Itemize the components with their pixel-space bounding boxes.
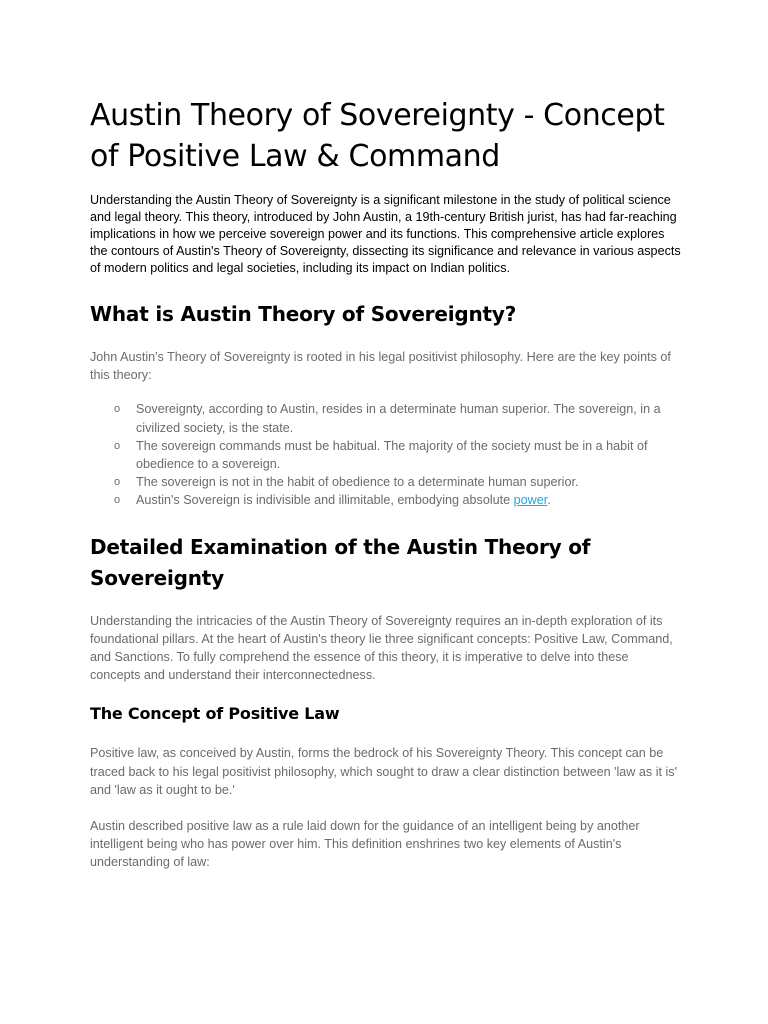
bullet-circle-icon: o [114, 476, 121, 489]
section-heading-positive-law: The Concept of Positive Law [90, 704, 340, 724]
list-item [114, 473, 682, 491]
section-detailed-paragraph: Understanding the intricacies of the Austin Theory of Sovereignty requires an in-depth exploration of its foundational pillars. At the heart of Austin's theory lie three significant concepts: Positive Law, Command, and Sanctions. To fully comprehend the essence of this theory, it is imperative to delve into these concepts and understand their interconnectedness. [90, 613, 673, 683]
list-item-text: The sovereign commands must be habitual. The majority of the society must be in a habit of obedience to a sovereign. [136, 438, 648, 472]
list-item [114, 400, 682, 436]
section-heading-what-is: What is Austin Theory of Sovereignty? [90, 302, 517, 326]
positive-law-paragraph-1: Positive law, as conceived by Austin, forms the bedrock of his Sovereignty Theory. This concept can be traced back to his legal positivist philosophy, which sought to draw a clear distinction between 'law as it is' and 'law as it ought to be.' [90, 746, 677, 797]
list-item-text: Austin's Sovereign is indivisible and illimitable, embodying absolute [136, 493, 514, 508]
list-item-text: The sovereign is not in the habit of obedience to a determinate human superior. [136, 475, 579, 490]
key-points-list [90, 400, 682, 509]
article [90, 95, 682, 872]
section-what-is-paragraph: John Austin's Theory of Sovereignty is rooted in his legal positivist philosophy. Here are the key points of this theory: [90, 350, 671, 383]
list-item [114, 437, 682, 473]
positive-law-paragraph-2: Austin described positive law as a rule laid down for the guidance of an intelligent being by another intelligent being who has power over him. This definition enshrines two key elements of Austin's understanding of law: [90, 819, 640, 870]
list-item-text-suffix: . [547, 493, 551, 508]
power-link[interactable]: power [513, 493, 548, 508]
section-heading-detailed-examination: Detailed Examination of the Austin Theory of Sovereignty [90, 534, 591, 590]
bullet-circle-icon: o [114, 494, 121, 507]
bullet-circle-icon: o [114, 439, 121, 452]
list-item [114, 491, 682, 509]
list-item-text: Sovereignty, according to Austin, resides in a determinate human superior. The sovereign, in a civilized society, is the state. [136, 402, 661, 435]
intro-paragraph: Understanding the Austin Theory of Sovereignty is a significant milestone in the study of political science and legal theory. This theory, introduced by John Austin, a 19th-century British jurist, has had far-reaching implications in how we perceive sovereign power and its functions. This comprehensive article explores the contours of Austin's Theory of Sovereignty, dissecting its significance and relevance in various aspects of modern politics and legal societies, including its impact on Indian politics. [90, 193, 681, 275]
page-title: Austin Theory of Sovereignty - Concept of Positive Law & Command [90, 98, 665, 174]
bullet-circle-icon: o [114, 403, 121, 416]
